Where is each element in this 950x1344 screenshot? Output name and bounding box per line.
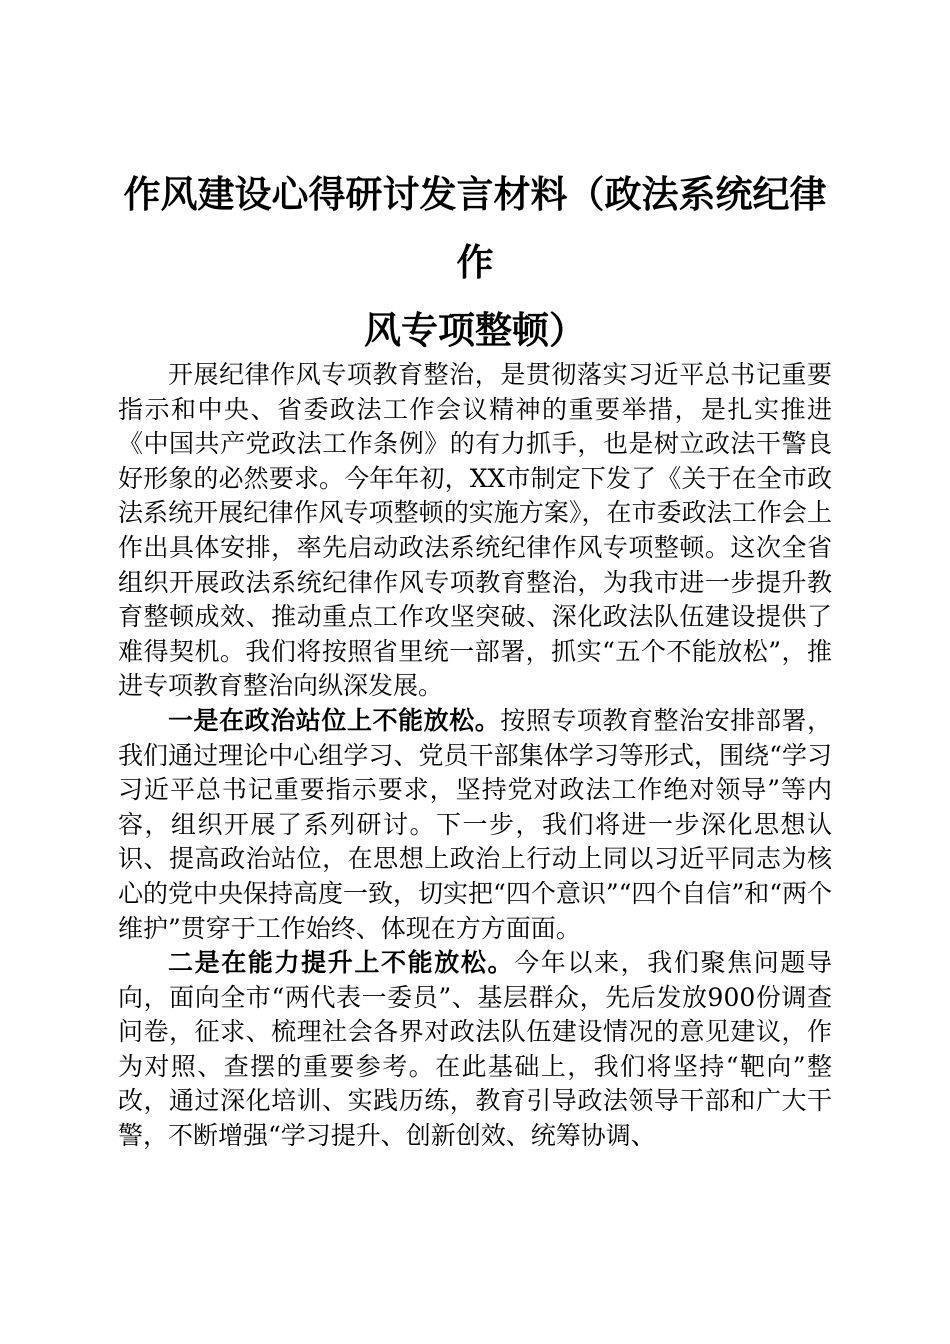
title-line-2: 风专项整顿）: [364, 308, 586, 352]
paragraph-political-stance: [118, 704, 832, 946]
paragraph-lead: 一是在政治站位上不能放松。: [168, 705, 501, 735]
paragraph-intro: [118, 358, 832, 704]
paragraph-text: 开展纪律作风专项教育整治，是贯彻落实习近平总书记重要指示和中央、省委政法工作会议精神的重要举措，是扎实推进《中国共产党政法工作条例》的有力抓手，也是树立政法干警良好形象的必然要求。今年年初，XX市制定下发了《关于在全市政法系统开展纪律作风专项整顿的实施方案》，在市委政法工作会上作出具体安排，率先启动政法系统纪律作风专项整顿。这次全省组织开展政法系统纪律作风专项教育整治，为我市进一步提升教育整顿成效、推动重点工作攻坚突破、深化政法队伍建设提供了难得契机。我们将按照省里统一部署，抓实“五个不能放松”，推进专项教育整治向纵深发展。: [118, 360, 832, 701]
document-body: [118, 358, 832, 1154]
paragraph-capability: [118, 946, 832, 1154]
paragraph-lead: 二是在能力提升上不能放松。: [168, 948, 515, 978]
document-title: [118, 160, 832, 364]
paragraph-text: 按照专项教育整治安排部署，我们通过理论中心组学习、党员干部集体学习等形式，围绕“学习习近平总书记重要指示要求，坚持党对政法工作绝对领导”等内容，组织开展了系列研讨。下一步，我们将进一步深化思想认识、提高政治站位，在思想上政治上行动上同以习近平同志为核心的党中央保持高度一致，切实把“四个意识”“四个自信”和“两个维护”贯穿于工作始终、体现在方方面面。: [118, 705, 832, 943]
title-line-1: 作风建设心得研讨发言材料（政法系统纪律作: [123, 172, 827, 284]
paragraph-text: 今年以来，我们聚焦问题导向，面向全市“两代表一委员”、基层群众，先后发放900份调查问卷，征求、梳理社会各界对政法队伍建设情况的意见建议，作为对照、查摆的重要参考。在此基础上，我们将坚持“靶向”整改，通过深化培训、实践历练，教育引导政法领导干部和广大干警，不断增强“学习提升、创新创效、统筹协调、: [118, 948, 832, 1151]
